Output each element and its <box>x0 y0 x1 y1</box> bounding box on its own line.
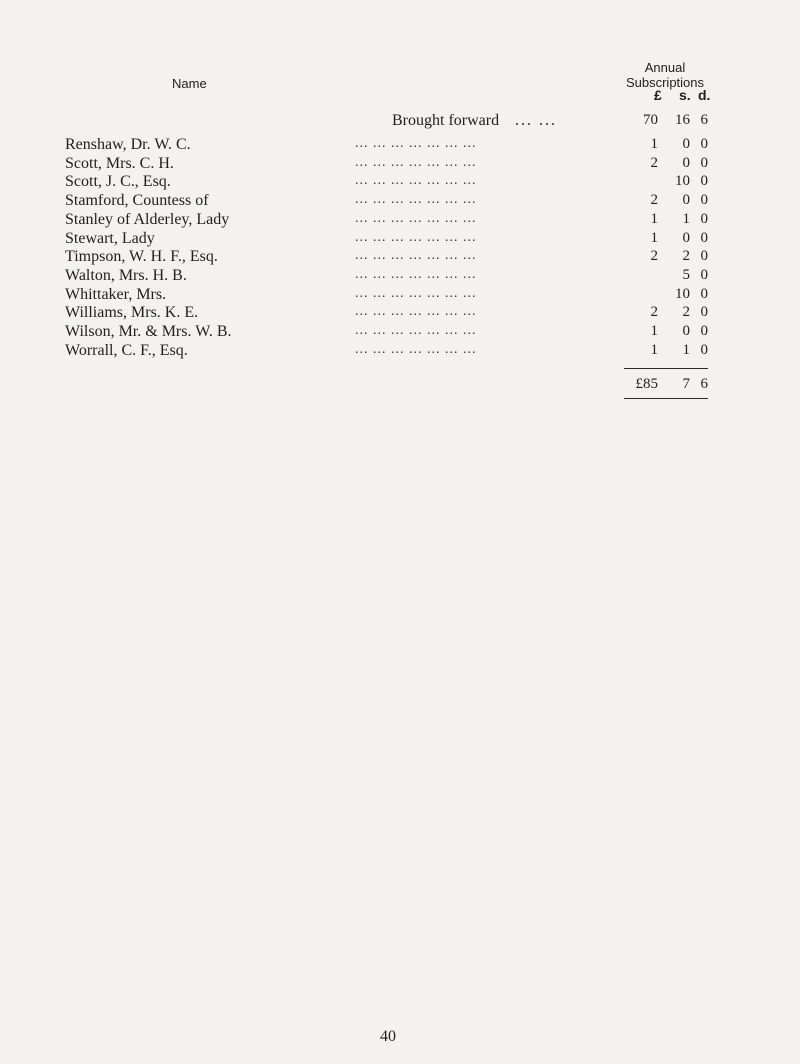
amount-pence: 0 <box>700 248 708 264</box>
leader-dots: ... ... ... ... ... ... ... <box>355 323 477 338</box>
amount-shillings: 0 <box>682 323 690 339</box>
list-item <box>65 192 715 210</box>
leader-dots: ... ... ... ... ... ... ... <box>355 342 477 357</box>
pounds-header: £ <box>654 87 662 103</box>
leader-dots: ... ... ... ... ... ... ... <box>355 304 477 319</box>
leader-dots: ... ... ... ... ... ... ... <box>355 192 477 207</box>
subscriber-name: Worrall, C. F., Esq. <box>65 342 188 359</box>
annual-label: Annual <box>644 60 686 75</box>
list-item <box>65 304 715 322</box>
brought-forward-pounds: 70 <box>643 112 658 128</box>
amount-shillings: 1 <box>682 342 690 358</box>
leader-dots: ... ... ... ... ... ... ... <box>355 173 477 188</box>
subscriber-name: Walton, Mrs. H. B. <box>65 267 187 284</box>
subscriptions-column-header <box>600 60 730 90</box>
subscriber-name: Scott, Mrs. C. H. <box>65 155 174 172</box>
amount-shillings: 0 <box>682 230 690 246</box>
amount-pence: 0 <box>700 230 708 246</box>
brought-forward-pence: 6 <box>700 112 708 128</box>
amount-pounds: 2 <box>650 304 658 320</box>
leader-dots: ... ... ... ... ... ... ... <box>355 155 477 170</box>
amount-pounds: 1 <box>650 211 658 227</box>
amount-shillings: 2 <box>682 248 690 264</box>
amount-pounds: 1 <box>650 342 658 358</box>
amount-pounds: 1 <box>650 230 658 246</box>
total-rule-bottom <box>624 398 708 399</box>
brought-forward-label: Brought forward <box>392 112 500 129</box>
total-pence: 6 <box>700 376 708 392</box>
list-item <box>65 342 715 360</box>
leader-dots: ... ... ... ... ... ... ... <box>355 286 477 301</box>
amount-pence: 0 <box>700 136 708 152</box>
subscriber-name: Timpson, W. H. F., Esq. <box>65 248 218 265</box>
list-item <box>65 136 715 154</box>
total-rule-top <box>624 368 708 369</box>
brought-forward-shillings: 16 <box>675 112 690 128</box>
list-item <box>65 248 715 266</box>
amount-pounds: 2 <box>650 248 658 264</box>
amount-shillings: 5 <box>682 267 690 283</box>
amount-shillings: 0 <box>682 136 690 152</box>
list-item <box>65 155 715 173</box>
amount-pounds: 1 <box>650 136 658 152</box>
amount-shillings: 1 <box>682 211 690 227</box>
total-pounds: £85 <box>635 376 658 392</box>
total-shillings: 7 <box>682 376 690 392</box>
amount-pence: 0 <box>700 267 708 283</box>
amount-pounds: 2 <box>650 192 658 208</box>
leader-dots: ... ... ... ... ... ... ... <box>355 267 477 282</box>
subscriptions-label: Subscriptions <box>625 75 705 90</box>
subscriber-name: Williams, Mrs. K. E. <box>65 304 199 321</box>
leader-dots: ... ... ... ... ... ... ... <box>355 211 477 226</box>
amount-pence: 0 <box>700 323 708 339</box>
pence-header: d. <box>698 87 711 103</box>
subscriber-name: Whittaker, Mrs. <box>65 286 167 303</box>
list-item <box>65 230 715 248</box>
subscriber-name: Wilson, Mr. & Mrs. W. B. <box>65 323 232 340</box>
amount-shillings: 2 <box>682 304 690 320</box>
subscriber-name: Renshaw, Dr. W. C. <box>65 136 191 153</box>
amount-shillings: 0 <box>682 155 690 171</box>
name-column-header: Name <box>172 76 207 91</box>
list-item <box>65 267 715 285</box>
amount-pence: 0 <box>700 211 708 227</box>
list-item <box>65 173 715 191</box>
list-item <box>65 286 715 304</box>
leader-dots: ... ... ... ... ... ... ... <box>355 248 477 263</box>
amount-pence: 0 <box>700 304 708 320</box>
amount-pence: 0 <box>700 173 708 189</box>
leader-dots: ... ... ... ... ... ... ... <box>355 230 477 245</box>
amount-shillings: 0 <box>682 192 690 208</box>
amount-shillings: 10 <box>675 286 690 302</box>
subscriber-name: Scott, J. C., Esq. <box>65 173 171 190</box>
subscriber-name: Stamford, Countess of <box>65 192 209 209</box>
shillings-header: s. <box>679 87 691 103</box>
list-item <box>65 323 715 341</box>
list-item <box>65 211 715 229</box>
amount-pence: 0 <box>700 192 708 208</box>
subscriber-name: Stanley of Alderley, Lady <box>65 211 230 228</box>
amount-pounds: 2 <box>650 155 658 171</box>
leader-dots: ... ... ... ... ... ... ... <box>355 136 477 151</box>
amount-pence: 0 <box>700 286 708 302</box>
page-number: 40 <box>380 1028 396 1045</box>
amount-pounds: 1 <box>650 323 658 339</box>
amount-pence: 0 <box>700 342 708 358</box>
brought-forward-dots: ... ... <box>515 112 557 129</box>
subscriber-name: Stewart, Lady <box>65 230 155 247</box>
amount-pence: 0 <box>700 155 708 171</box>
amount-shillings: 10 <box>675 173 690 189</box>
